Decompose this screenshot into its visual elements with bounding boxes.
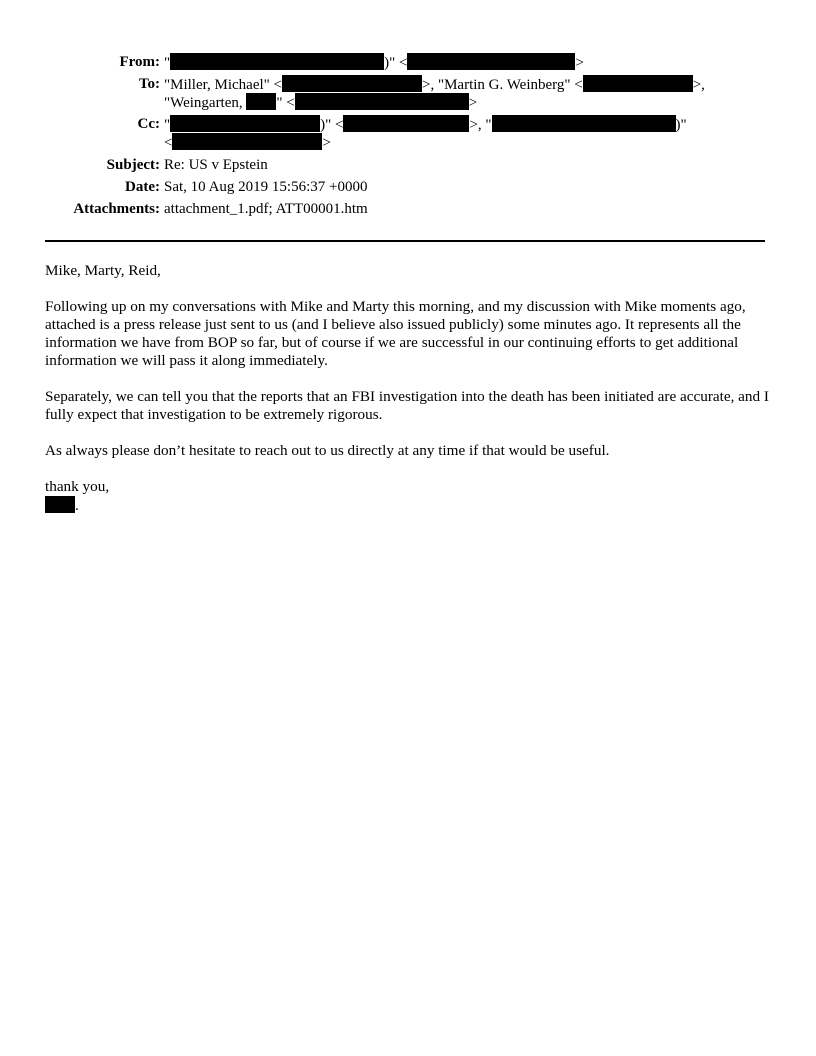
redaction [246, 93, 276, 110]
from-label: From: [119, 54, 160, 70]
paragraph-2: Separately, we can tell you that the reports that an FBI investigation into the death has been initiated are accurate, and I fully expect that investigation to be extremely rigorous. [45, 388, 769, 423]
text: )" < [320, 117, 344, 133]
text: " [164, 55, 171, 71]
text: > [575, 55, 584, 71]
text: > [468, 95, 478, 111]
text: )" < [384, 55, 408, 71]
text: . [75, 497, 79, 514]
redaction [295, 93, 469, 110]
attachments-value: attachment_1.pdf; ATT00001.htm [164, 201, 368, 217]
text: "Weingarten, [164, 95, 247, 111]
cc-label: Cc: [137, 116, 160, 132]
closing: thank you, [45, 478, 110, 495]
text: >, "Martin G. Weinberg" < [422, 77, 583, 93]
date-value: Sat, 10 Aug 2019 15:56:37 +0000 [164, 179, 368, 195]
header-divider [45, 240, 765, 242]
redaction [492, 115, 676, 132]
redaction [583, 75, 693, 92]
text: " < [276, 95, 295, 111]
email-body [45, 262, 770, 515]
redaction [407, 53, 575, 70]
redaction [282, 75, 422, 92]
signature [45, 478, 770, 515]
paragraph-1: Following up on my conversations with Mike and Marty this morning, and my discussion with Mike moments ago, attached is a press release just sent to us (and I believe also issued publicly) some minutes ago. It represents all the information we have from BOP so far, but of course if we are successful in our continuing efforts to get additional information we will pass it along immediately. [45, 298, 746, 369]
redaction [343, 115, 469, 132]
text: )" [675, 117, 687, 133]
redaction [170, 53, 384, 70]
text: " [164, 117, 171, 133]
subject-value: Re: US v Epstein [164, 157, 268, 173]
greeting: Mike, Marty, Reid, [45, 262, 161, 279]
redaction [170, 115, 320, 132]
text: "Miller, Michael" < [164, 77, 282, 93]
text: >, " [469, 117, 492, 133]
date-label: Date: [125, 179, 160, 195]
redaction [172, 133, 322, 150]
text: < [164, 135, 173, 151]
text: > [322, 135, 331, 151]
paragraph-3: As always please don’t hesitate to reach out to us directly at any time if that would be useful. [45, 442, 610, 459]
to-label: To: [138, 76, 160, 92]
redaction [45, 496, 75, 513]
subject-label: Subject: [106, 157, 160, 173]
attachments-label: Attachments: [73, 201, 160, 217]
text: >, [692, 77, 705, 93]
